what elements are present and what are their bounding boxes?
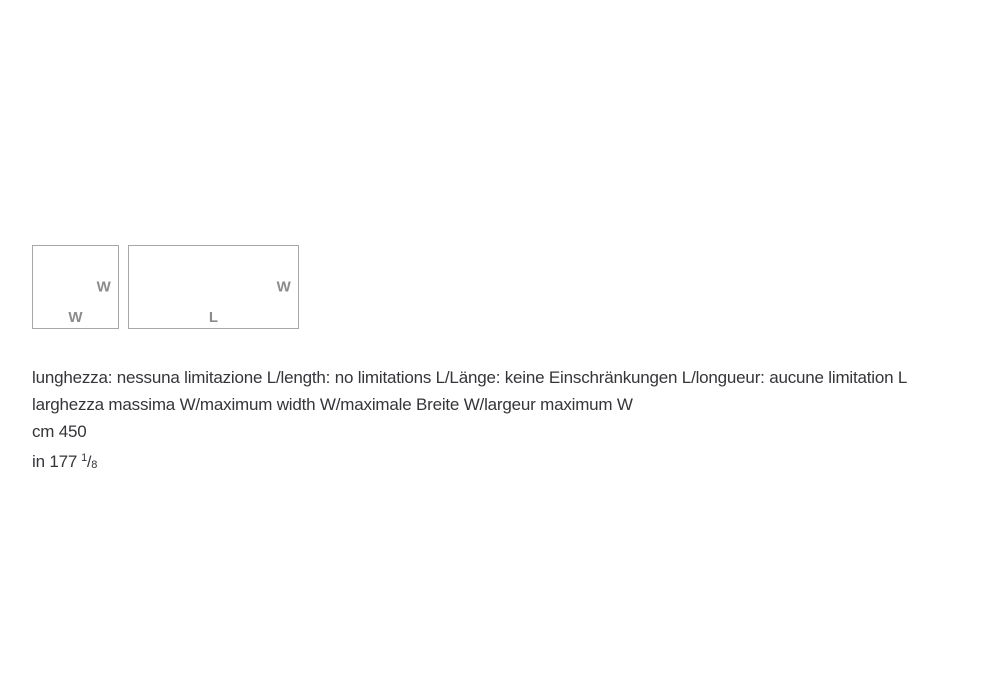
spec-text-block: [32, 364, 982, 472]
rectangle-bottom-length-label: L: [208, 309, 219, 326]
fraction-numerator: 1: [81, 452, 88, 464]
in-value-line: [32, 445, 982, 472]
fraction-denominator: 8: [91, 459, 98, 471]
width-square-diagram: [32, 245, 119, 329]
length-rectangle-diagram: [128, 245, 299, 329]
cm-value-line: cm 450: [32, 422, 87, 441]
rectangle-side-width-label: W: [276, 278, 291, 296]
in-value-prefix: in 177: [32, 452, 78, 471]
square-bottom-width-label: W: [68, 309, 83, 326]
fraction-separator: /: [87, 454, 92, 471]
width-limit-line: larghezza massima W/maximum width W/maximale Breite W/largeur maximum W: [32, 395, 633, 414]
length-limit-line: lunghezza: nessuna limitazione L/length: no limitations L/Länge: keine Einschränkungen L/longueur: aucune limitation L: [32, 368, 908, 387]
square-side-width-label: W: [96, 278, 111, 296]
